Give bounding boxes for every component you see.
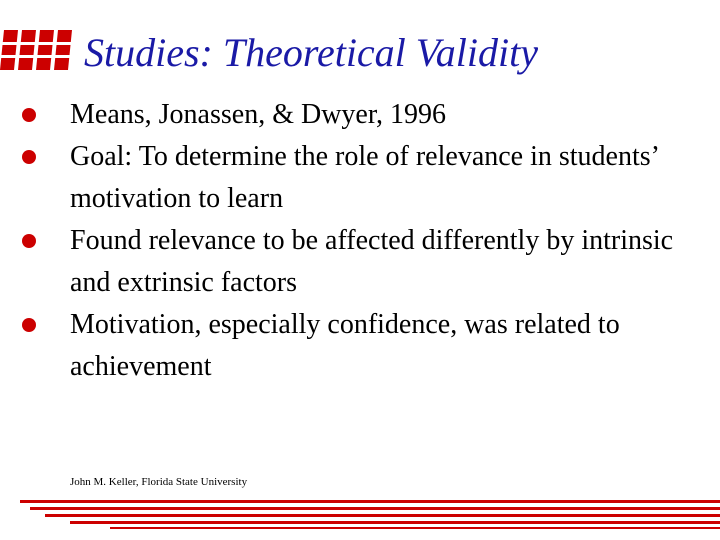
footer-rule <box>0 500 720 530</box>
bullet-text: Means, Jonassen, & Dwyer, 1996 <box>70 99 447 130</box>
footer-credit: John M. Keller, Florida State University <box>70 476 248 488</box>
bullet-text: Found relevance to be affected differently by intrinsic and extrinsic factors <box>70 225 674 298</box>
slide-title: Studies: Theoretical Validity <box>84 30 539 75</box>
bullet-item <box>20 94 700 136</box>
bullet-dot-icon <box>22 108 36 122</box>
bullet-text: Motivation, especially confidence, was related to achievement <box>70 309 620 382</box>
bullet-text: Goal: To determine the role of relevance in students’ motivation to learn <box>70 141 658 214</box>
bullet-dot-icon <box>22 234 36 248</box>
red-stripes-logo-icon <box>0 30 78 70</box>
bullet-dot-icon <box>22 150 36 164</box>
bullet-item <box>20 304 700 388</box>
bullet-list <box>20 94 700 388</box>
bullet-item <box>20 136 700 220</box>
bullet-item <box>20 220 700 304</box>
bullet-dot-icon <box>22 318 36 332</box>
